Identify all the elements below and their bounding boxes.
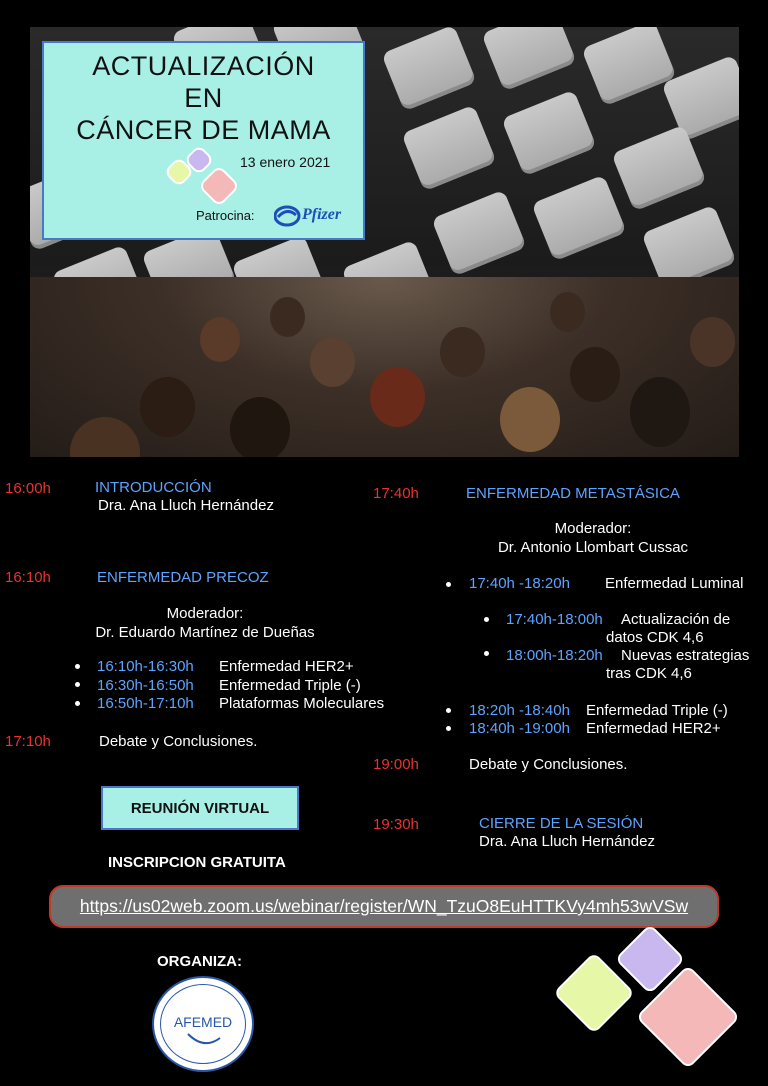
precoz-moderator: Dr. Eduardo Martínez de Dueñas: [95, 624, 315, 641]
debate-label-right: Debate y Conclusiones.: [469, 756, 628, 773]
precoz-item-time: 16:10h-16:30h: [97, 658, 194, 675]
precoz-title: ENFERMEDAD PRECOZ: [97, 569, 269, 586]
bullet-icon: [75, 682, 80, 687]
event-date: 13 enero 2021: [240, 154, 331, 170]
afemed-seal-logo: [152, 976, 254, 1072]
keyboard-key: [531, 175, 627, 262]
precoz-moderator-label: Moderador:: [166, 605, 244, 622]
bullet-icon: [484, 651, 489, 656]
intro-title: INTRODUCCIÓN: [95, 479, 212, 496]
keyboard-key: [401, 105, 497, 192]
event-title-line-2: EN: [184, 83, 223, 113]
precoz-item-label: Enfermedad Triple (-): [219, 677, 361, 694]
metastasica-item-time: 18:20h -18:40h: [469, 702, 570, 719]
decorative-diamonds-icon: [555, 920, 755, 1080]
diamond-logo-icon: [164, 147, 214, 197]
intro-time: 16:00h: [5, 480, 51, 497]
sub-item-time: 18:00h-18:20h: [506, 647, 603, 664]
precoz-item-label: Enfermedad HER2+: [219, 658, 354, 675]
sub-item-label: Actualización de: [621, 611, 731, 628]
cierre-speaker: Dra. Ana Lluch Hernández: [479, 833, 655, 850]
precoz-time: 16:10h: [5, 569, 51, 586]
metastasica-time: 17:40h: [373, 485, 419, 502]
cierre-time: 19:30h: [373, 816, 419, 833]
cierre-title: CIERRE DE LA SESIÓN: [479, 815, 644, 832]
register-link[interactable]: https://us02web.zoom.us/webinar/register/WN_TzuO8EuHTTKVy4mh53wVSw: [79, 896, 689, 916]
intro-speaker: Dra. Ana Lluch Hernández: [98, 497, 274, 514]
bullet-icon: [75, 701, 80, 706]
pfizer-logo-icon: [274, 201, 352, 231]
bullet-icon: [446, 726, 451, 731]
event-title-line-1: ACTUALIZACIÓN: [92, 51, 315, 81]
metastasica-moderator: Dr. Antonio Llombart Cussac: [497, 539, 689, 556]
audience-crowd: [30, 277, 739, 457]
metastasica-title: ENFERMEDAD METASTÁSICA: [466, 485, 680, 502]
precoz-item-time: 16:50h-17:10h: [97, 695, 194, 712]
precoz-item-time: 16:30h-16:50h: [97, 677, 194, 694]
event-title-box: [42, 41, 365, 240]
bullet-icon: [446, 708, 451, 713]
keyboard-key: [581, 27, 677, 106]
precoz-item-label: Plataformas Moleculares: [219, 695, 385, 712]
bullet-icon: [446, 582, 451, 587]
sub-item-label: tras CDK 4,6: [606, 665, 692, 682]
luminal-time: 17:40h -18:20h: [469, 575, 570, 592]
keyboard-key: [481, 27, 577, 91]
free-registration-label: INSCRIPCION GRATUITA: [108, 854, 286, 871]
metastasica-moderator-label: Moderador:: [554, 520, 632, 537]
sponsor-label: Patrocina:: [196, 208, 255, 223]
organiza-label: ORGANIZA:: [157, 953, 242, 970]
metastasica-item-label: Enfermedad Triple (-): [586, 702, 728, 719]
debate-time-left: 17:10h: [5, 733, 51, 750]
keyboard-key: [501, 90, 597, 177]
keyboard-key: [381, 27, 477, 111]
afemed-swoosh-icon: [184, 1030, 224, 1050]
pfizer-logo-text: Pfizer: [302, 206, 342, 223]
bullet-icon: [484, 617, 489, 622]
virtual-meeting-badge: REUNIÓN VIRTUAL: [101, 786, 299, 830]
debate-time-right: 19:00h: [373, 756, 419, 773]
event-title-line-3: CÁNCER DE MAMA: [76, 115, 331, 145]
bullet-icon: [75, 664, 80, 669]
afemed-logo-text: AFEMED: [173, 1014, 233, 1030]
sub-item-label: Nuevas estrategias: [621, 647, 750, 664]
keyboard-key: [431, 190, 527, 277]
sub-item-time: 17:40h-18:00h: [506, 611, 603, 628]
debate-label-left: Debate y Conclusiones.: [99, 733, 258, 750]
luminal-label: Enfermedad Luminal: [605, 575, 744, 592]
metastasica-item-label: Enfermedad HER2+: [586, 720, 721, 737]
metastasica-item-time: 18:40h -19:00h: [469, 720, 570, 737]
sub-item-label: datos CDK 4,6: [606, 629, 704, 646]
